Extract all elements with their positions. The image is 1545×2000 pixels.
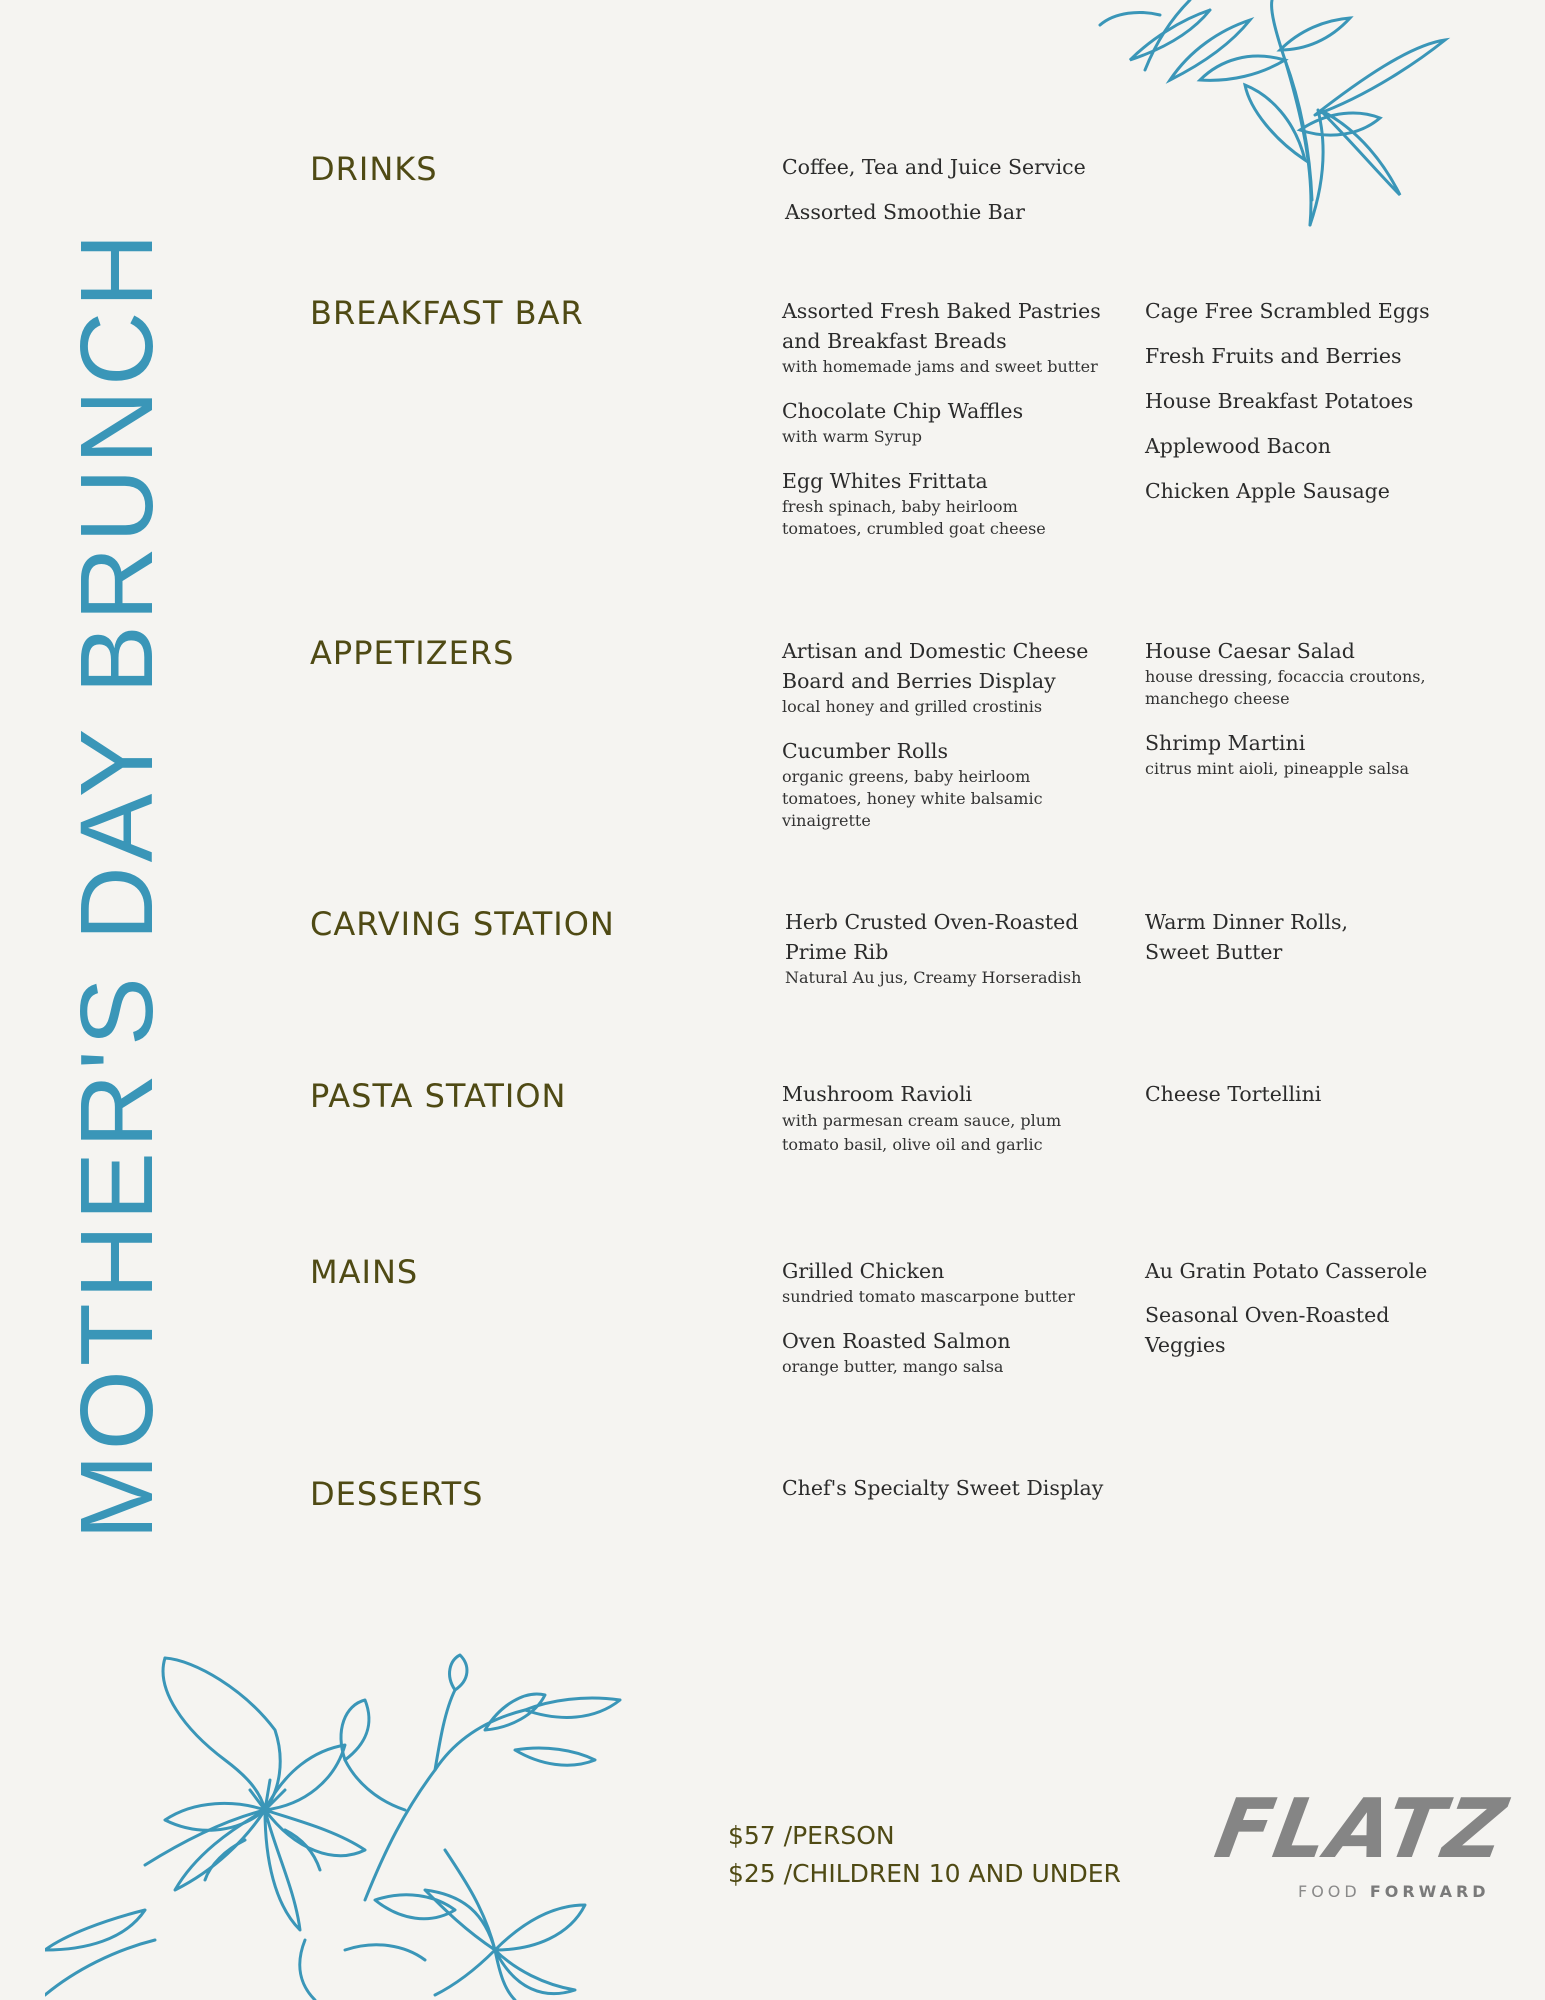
section-title: PASTA STATION [310,1077,567,1115]
menu-item [1145,907,1455,967]
item-name: House Breakfast Potatoes [1145,389,1414,413]
menu-item [782,296,1127,378]
section-title: BREAKFAST BAR [310,294,584,332]
menu-item [782,152,1127,182]
item-description: with warm Syrup [782,427,922,446]
item-name: Cheese Tortellini [1145,1082,1322,1106]
menu-column-1 [782,636,1127,850]
menu-item [782,1473,1127,1503]
section-title: APPETIZERS [310,634,515,672]
menu-item [1145,296,1455,326]
section-title: DRINKS [310,150,438,188]
item-description: local honey and grilled crostinis [782,697,1043,716]
pricing [728,1817,1121,1893]
item-name: Herb Crusted Oven-Roasted Prime Rib [785,910,1079,964]
menu-item [782,1256,1127,1308]
item-name: Egg Whites Frittata [782,469,988,493]
menu-item [782,1326,1127,1378]
menu-column-2 [1145,296,1455,524]
item-name: Seasonal Oven-Roasted Veggies [1145,1303,1390,1357]
item-name: Grilled Chicken [782,1259,945,1283]
menu-item [782,736,1127,832]
logo-tagline [1298,1882,1490,1901]
menu-item [1145,431,1455,461]
item-name: Shrimp Martini [1145,731,1306,755]
item-name: Oven Roasted Salmon [782,1329,1011,1353]
price-adult: $57 /PERSON [728,1821,895,1850]
item-name: Coffee, Tea and Juice Service [782,155,1086,179]
flatz-logo [1208,1782,1515,1901]
section-title: DESSERTS [310,1475,484,1513]
price-children: $25 /CHILDREN 10 AND UNDER [728,1859,1121,1888]
menu-item [1145,341,1455,371]
menu-column-1 [782,296,1127,558]
menu-item [1145,1256,1455,1286]
item-description: house dressing, focaccia croutons, manchego cheese [1145,667,1426,708]
menu-item [1145,386,1455,416]
logo-tagline-forward: FORWARD [1369,1882,1490,1901]
menu-column-2 [1145,907,1455,985]
item-name: Assorted Smoothie Bar [785,200,1025,224]
item-name: Cage Free Scrambled Eggs [1145,299,1430,323]
item-name: Warm Dinner Rolls, Sweet Butter [1145,910,1349,964]
menu-item [1145,728,1455,780]
menu-column-2 [1145,636,1455,798]
item-description: with homemade jams and sweet butter [782,357,1098,376]
item-description: orange butter, mango salsa [782,1357,1004,1376]
menu-column-1 [782,1079,1127,1175]
item-name: Chocolate Chip Waffles [782,399,1024,423]
lily-floral-bottom-left-icon [45,1650,685,2000]
menu-column-1 [785,907,1130,1007]
menu-item [1145,1079,1455,1109]
item-name: Applewood Bacon [1145,434,1331,458]
logo-wordmark: FLATZ [1208,1782,1515,1877]
logo-tagline-food: FOOD [1298,1882,1361,1901]
item-name: Chicken Apple Sausage [1145,479,1390,503]
menu-item [785,197,1127,227]
menu-item [782,466,1127,540]
menu-item [1145,636,1455,710]
item-name: Artisan and Domestic Cheese Board and Berries Display [782,639,1089,693]
menu-item [782,636,1127,718]
item-description: with parmesan cream sauce, plum tomato basil, olive oil and garlic [782,1111,1062,1154]
item-description: fresh spinach, baby heirloom tomatoes, crumbled goat cheese [782,497,1046,538]
menu-item [782,396,1127,448]
item-name: Au Gratin Potato Casserole [1145,1259,1428,1283]
menu-column-2 [1145,1256,1455,1378]
menu-item [1145,476,1455,506]
item-name: House Caesar Salad [1145,639,1355,663]
section-title: MAINS [310,1253,419,1291]
menu-item [1145,1300,1455,1360]
menu-item [782,1079,1127,1157]
item-name: Cucumber Rolls [782,739,948,763]
item-name: Mushroom Ravioli [782,1082,973,1106]
item-description: organic greens, baby heirloom tomatoes, honey white balsamic vinaigrette [782,767,1043,830]
section-title: CARVING STATION [310,905,615,943]
menu-title: MOTHER'S DAY BRUNCH [59,229,174,1540]
item-name: Assorted Fresh Baked Pastries and Breakfast Breads [782,299,1101,353]
menu-column-2 [1145,1079,1455,1127]
item-description: sundried tomato mascarpone butter [782,1287,1075,1306]
item-description: citrus mint aioli, pineapple salsa [1145,759,1410,778]
menu-column-1 [782,1256,1127,1396]
item-name: Fresh Fruits and Berries [1145,344,1402,368]
item-description: Natural Au jus, Creamy Horseradish [785,968,1082,987]
menu-item [785,907,1130,989]
item-name: Chef's Specialty Sweet Display [782,1476,1104,1500]
menu-column-1 [782,1473,1127,1521]
menu-column-1 [782,152,1127,242]
